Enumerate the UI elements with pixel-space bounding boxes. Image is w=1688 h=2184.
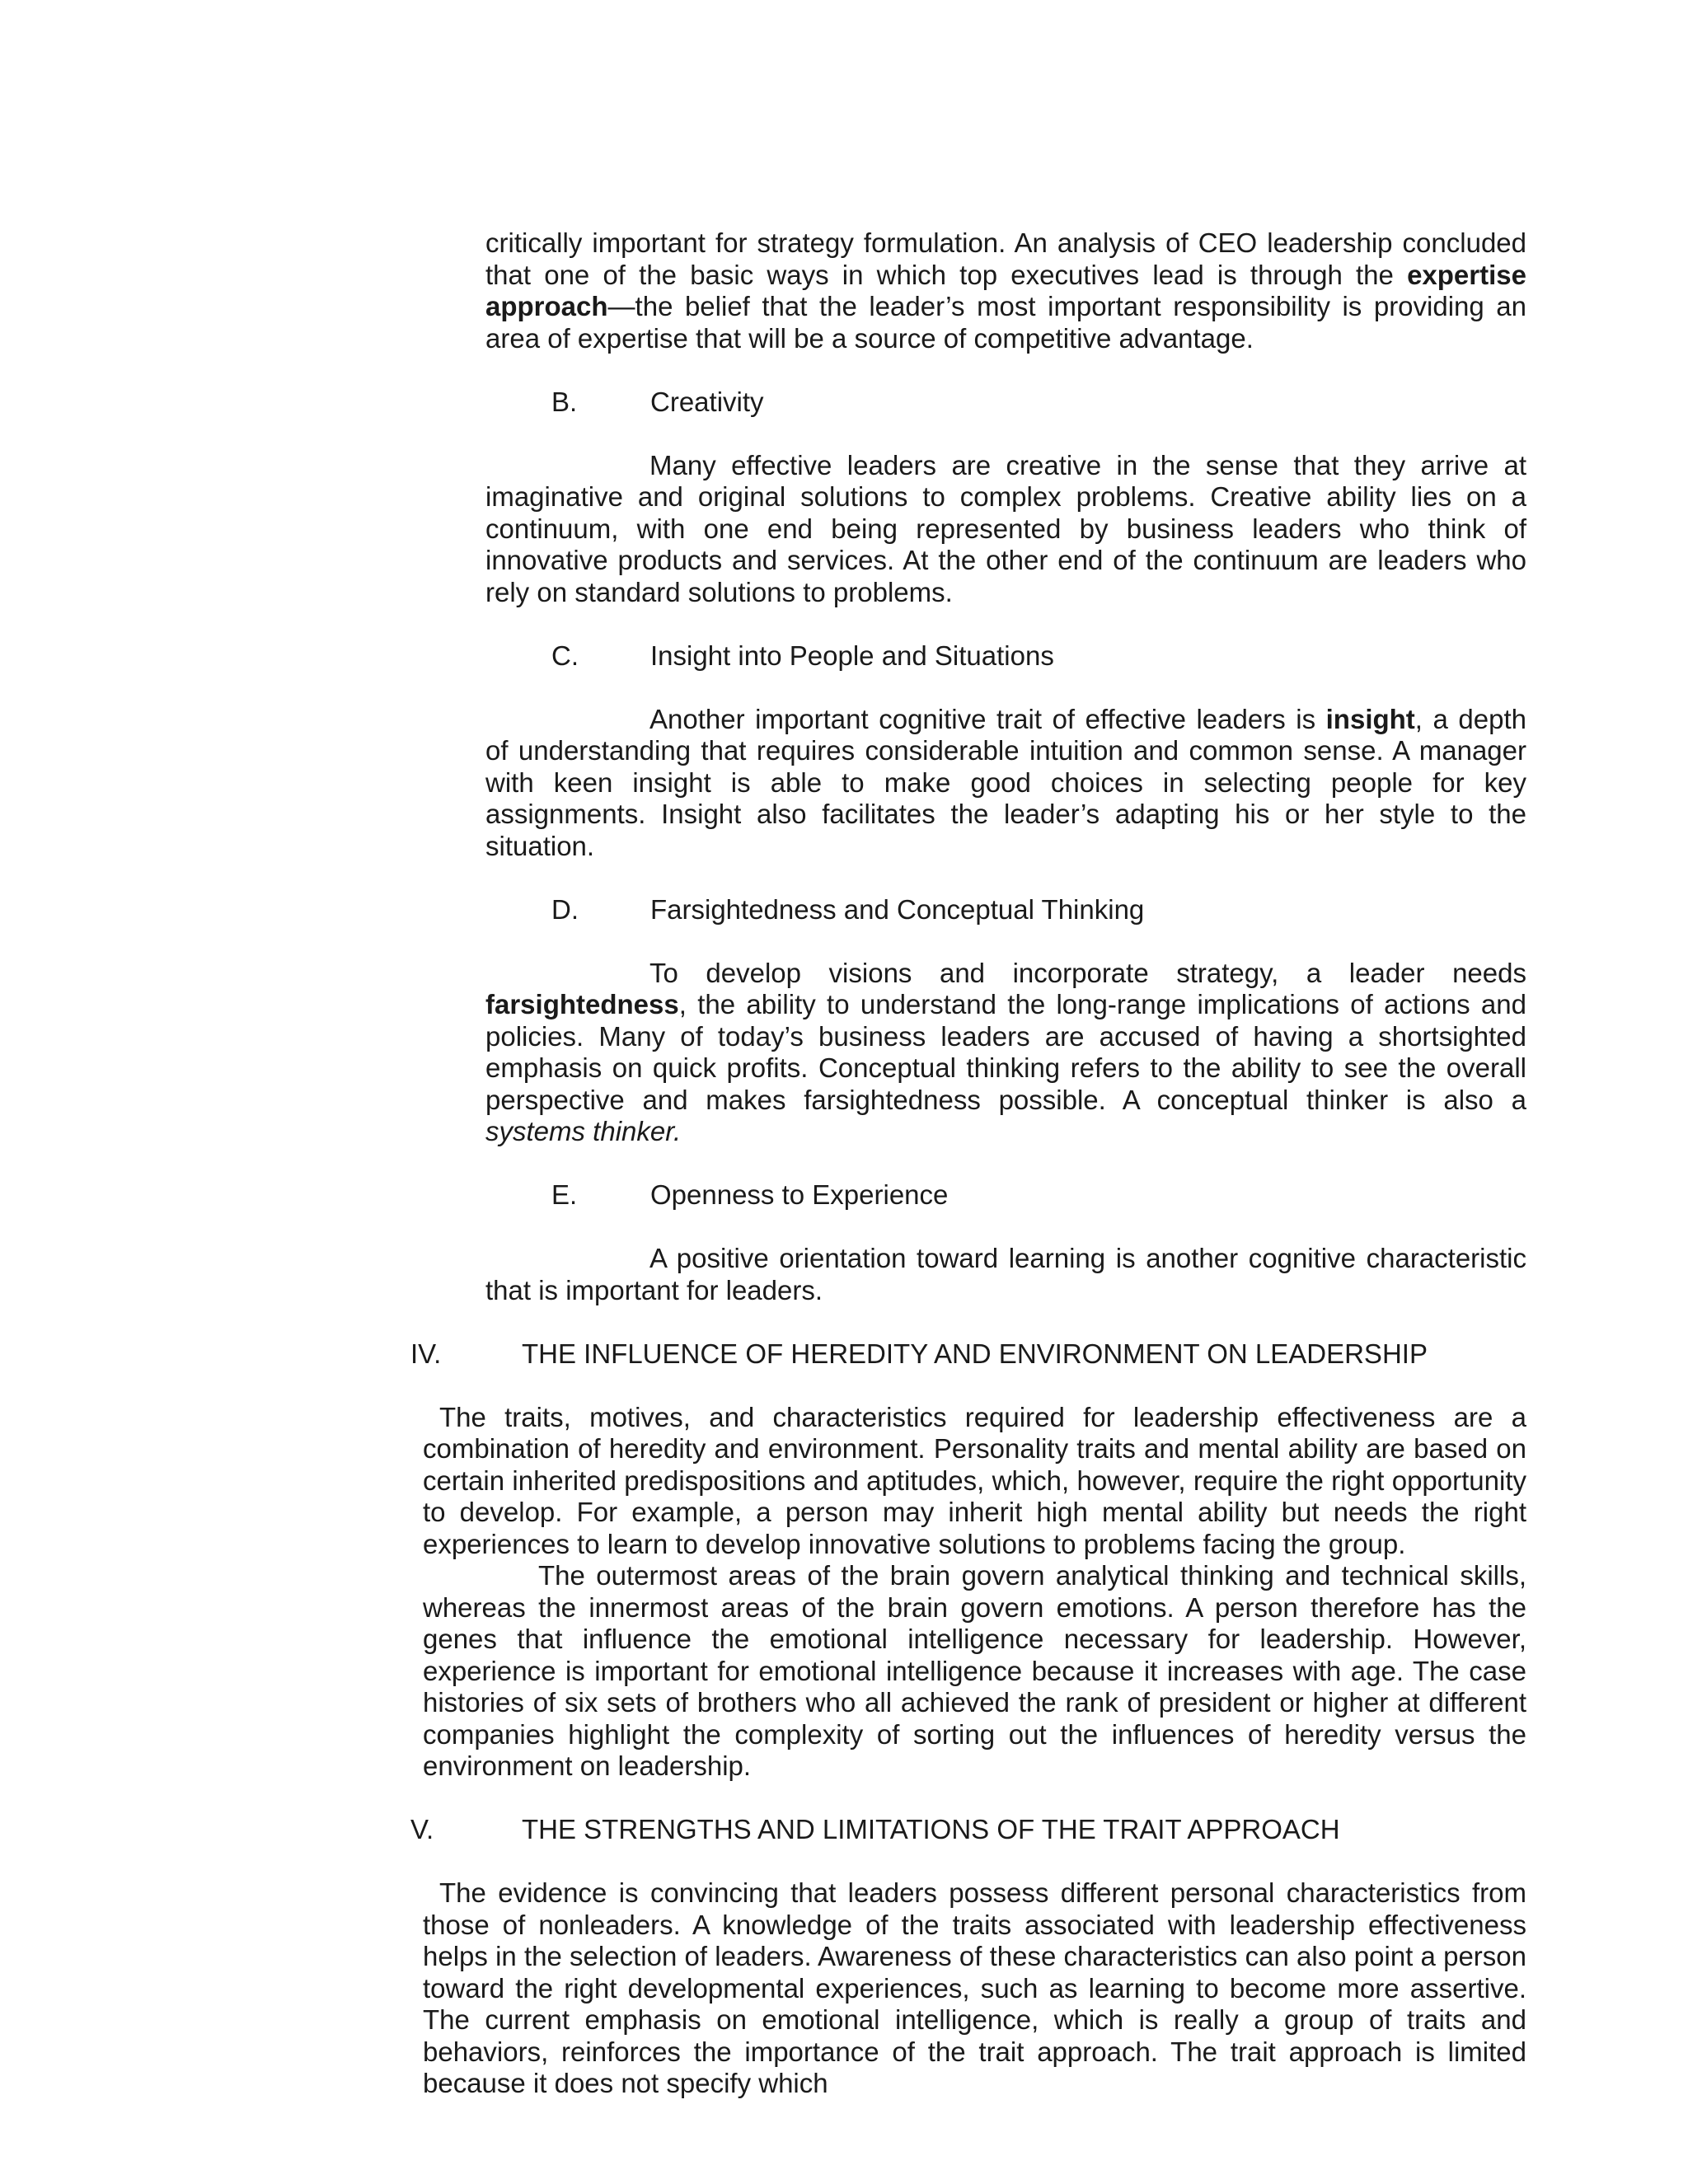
section-heading-iv — [410, 1338, 1526, 1371]
heading-openness — [485, 1179, 1526, 1212]
heading-creativity — [485, 387, 1526, 419]
heading-insight — [485, 640, 1526, 673]
heading-farsightedness — [485, 894, 1526, 926]
heading-letter: B. — [551, 386, 578, 417]
heading-letter: E. — [551, 1179, 578, 1210]
term-expertise-approach: expertise approach — [485, 259, 1526, 321]
heading-title: Openness to Experience — [650, 1179, 949, 1210]
section-title: THE STRENGTHS AND LIMITATIONS OF THE TRAIT APPROACH — [522, 1814, 1340, 1844]
term-insight: insight — [1325, 703, 1415, 734]
paragraph-creativity: Many effective leaders are creative in the sense that they arrive at imaginative and original solutions to complex problems. Creative ability lies on a continuum, with one end being represented by business leaders who think of innovative products and services. At the other end of the continuum are leaders who rely on standard solutions to problems. — [485, 449, 1526, 607]
paragraph-insight: Another important cognitive trait of effective leaders is insight, a depth of understanding that requires considerable intuition and common sense. A manager with keen insight is able to make good choices in selecting people for key assignments. Insight also facilitates the leader’s adapting his or her style to the situation. — [485, 703, 1526, 861]
section-number: V. — [410, 1814, 434, 1844]
paragraph-strengths: The evidence is convincing that leaders possess different personal characteristics from those of nonleaders. A knowledge of the traits associated with leadership effectiveness helps in the selection of leaders. Awareness of these characteristics can also point a person toward the right developmental experiences, such as learning to become more assertive. The current emphasis on emotional intelligence, which is really a group of traits and behaviors, reinforces the importance of the trait approach. The trait approach is limited because it does not specify which — [423, 1877, 1526, 2098]
heading-title: Farsightedness and Conceptual Thinking — [650, 893, 1145, 925]
heading-letter: D. — [551, 893, 579, 925]
section-title: THE INFLUENCE OF HEREDITY AND ENVIRONMENT ON LEADERSHIP — [522, 1338, 1428, 1369]
heading-title: Creativity — [650, 386, 764, 417]
section-number: IV. — [410, 1338, 442, 1369]
paragraph-heredity-1: The traits, motives, and characteristics required for leadership effectiveness are a combination of heredity and environment. Personality traits and mental ability are based on certain inherited predispositions and aptitudes, which, however, require the right opportunity to develop. For example, a person may inherit high mental ability but needs the right experiences to learn to develop innovative solutions to problems facing the group. — [423, 1401, 1526, 1559]
section-heading-v — [410, 1814, 1526, 1846]
paragraph-expertise: critically important for strategy formulation. An analysis of CEO leadership concluded that one of the basic ways in which top executives lead is through the expertise approach—the belief that the leader’s most important responsibility is providing an area of expertise that will be a source of competitive advantage. — [485, 227, 1526, 354]
heading-title: Insight into People and Situations — [650, 640, 1054, 671]
subsection-block — [485, 227, 1526, 1306]
paragraph-farsightedness: To develop visions and incorporate strategy, a leader needs farsightedness, the ability to understand the long-range implications of actions and policies. Many of today’s business leaders are accused of having a shortsighted emphasis on quick profits. Conceptual thinking refers to the ability to see the overall perspective and makes farsightedness possible. A conceptual thinker is also a systems thinker. — [485, 957, 1526, 1146]
paragraph-openness: A positive orientation toward learning is another cognitive characteristic that is important for leaders. — [485, 1243, 1526, 1305]
body-text — [410, 227, 1526, 2100]
heading-letter: C. — [551, 640, 579, 671]
term-systems-thinker: systems thinker. — [485, 1116, 682, 1146]
term-farsightedness: farsightedness — [485, 989, 679, 1019]
paragraph-heredity-2: The outermost areas of the brain govern analytical thinking and technical skills, whereas the innermost areas of the brain govern emotions. A person therefore has the genes that influence the emotional intelligence necessary for leadership. However, experience is important for emotional intelligence because it increases with age. The case histories of six sets of brothers who all achieved the rank of president or higher at different companies highlight the complexity of sorting out the influences of heredity versus the environment on leadership. — [423, 1560, 1526, 1781]
